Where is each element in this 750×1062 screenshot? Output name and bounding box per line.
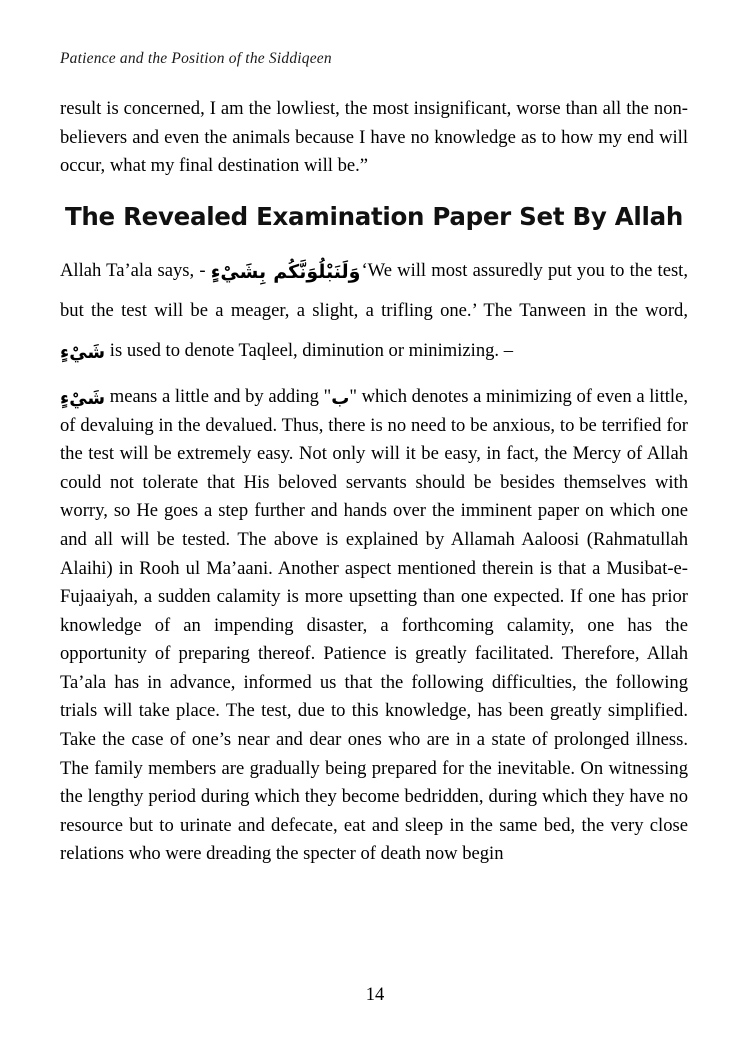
paragraph-continuation: result is concerned, I am the lowliest, the most insignificant, worse than all the non-believers and even the animals because I have no knowledge as to how my end will occur, what my final destination will be.” — [60, 98, 688, 177]
verse-trailing-text: is used to denote Taqleel, diminution or minimizing. – — [105, 339, 514, 361]
arabic-verse: وَلَنَبْلُوَنَّكُم بِشَيْءٍ — [210, 260, 361, 283]
verse-lead-in: Allah Ta’ala says, - — [60, 259, 211, 281]
arabic-word-shay: شَيْءٍ — [60, 341, 106, 363]
verse-translation: ‘We will most assuredly put you to the test, but the test will be a meager, a slight, a trifling one.’ The Tanween in the word, — [60, 259, 688, 321]
page-content — [60, 95, 688, 869]
paragraph-verse — [60, 251, 688, 371]
block-spacer — [60, 371, 688, 381]
arabic-letter-ba: ب — [331, 387, 350, 409]
explanation-before-ba: means a little and by adding " — [105, 385, 332, 407]
paragraph-explanation — [60, 383, 688, 869]
arabic-word-shay-repeat: شَيْءٍ — [60, 387, 106, 409]
section-heading: The Revealed Examination Paper Set By Allah — [65, 201, 683, 231]
page-number: 14 — [365, 985, 385, 1005]
explanation-after-ba: " which denotes a minimizing of even a little, of devaluing in the devalued. Thus, there is no need to be anxious, to be terrified for the test will be extremely easy. Not only will it be easy, in fact, the Mercy of Allah could not tolerate that His beloved servants should be besides themselves with worry, so He goes a step further and hands over the imminent paper on which one and all will be tested. The above is explained by Allamah Aaloosi (Rahmatullah Alaihi) in Rooh ul Ma’aani. Another aspect mentioned therein is that a Musibat-e-Fujaaiyah, a sudden calamity is more upsetting than one expected. If one has prior knowledge of an impending disaster, a forthcoming calamity, one has the opportunity of preparing thereof. Patience is greatly facilitated. Therefore, Allah Ta’ala has in advance, informed us that the following difficulties, the following trials will take place. The test, due to this knowledge, has been greatly simplified. Take the case of one’s near and dear ones who are in a state of prolonged illness. The family members are gradually being prepared for the inevitable. On witnessing the lengthy period during which they become bedridden, during which they have no resource but to urinate and defecate, eat and sleep in the same bed, the very close relations who were dreading the specter of death now begin — [60, 385, 689, 865]
running-head: Patience and the Position of the Siddiqeen — [60, 50, 332, 67]
